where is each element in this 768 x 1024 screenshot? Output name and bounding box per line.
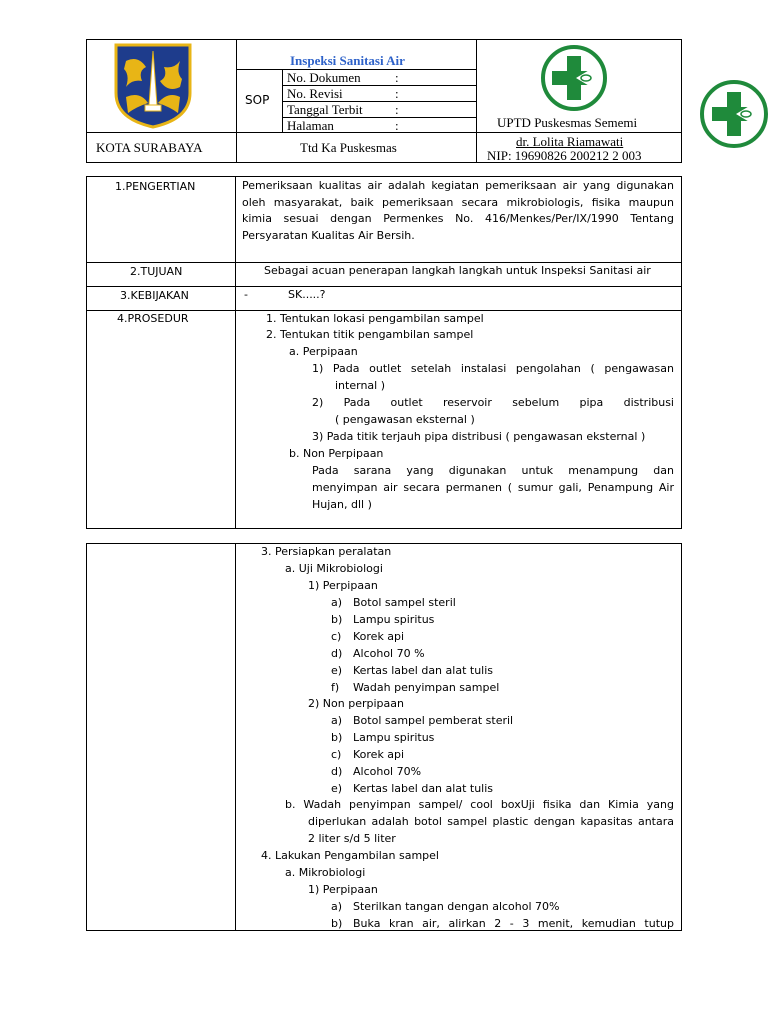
- document-title: Inspeksi Sanitasi Air: [290, 53, 405, 68]
- signature-label: Ttd Ka Puskesmas: [300, 140, 397, 155]
- list-item: 4. Lakukan Pengambilan sampel: [261, 849, 439, 862]
- section-label-kebijakan: 3.KEBIJAKAN: [120, 289, 189, 302]
- field-colon: :: [395, 118, 399, 133]
- list-marker: a): [331, 900, 343, 913]
- list-item: 2 liter s/d 5 liter: [308, 832, 396, 845]
- list-item: Lampu spiritus: [353, 731, 435, 744]
- list-item: 1. Tentukan lokasi pengambilan sampel: [266, 312, 484, 325]
- list-marker: c): [331, 748, 342, 761]
- list-item: Pada sarana yang digunakan untuk menampung dan: [312, 464, 674, 477]
- field-colon: :: [395, 70, 399, 85]
- doctor-nip: NIP: 19690826 200212 2 003: [487, 148, 642, 163]
- list-item: 1) Perpipaan: [308, 579, 378, 592]
- list-item: Botol sampel pemberat steril: [353, 714, 514, 727]
- puskesmas-logo-icon: [540, 44, 608, 112]
- list-item: b. Wadah penyimpan sampel/ cool boxUji fisika dan Kimia yang: [285, 798, 674, 811]
- field-label: Tanggal Terbit: [287, 102, 363, 117]
- list-item: 3. Persiapkan peralatan: [261, 545, 392, 558]
- list-item: Kertas label dan alat tulis: [353, 664, 494, 677]
- list-item: Botol sampel steril: [353, 596, 456, 609]
- list-item: diperlukan adalah botol sampel plastic dengan kapasitas antara: [308, 815, 674, 828]
- section-label-prosedur: 4.PROSEDUR: [117, 312, 189, 325]
- kebijakan-dash: -: [244, 288, 248, 301]
- list-marker: c): [331, 630, 342, 643]
- list-item: 2) Pada outlet reservoir sebelum pipa distribusi: [312, 396, 674, 409]
- list-item: a. Mikrobiologi: [285, 866, 366, 879]
- list-item: Alcohol 70 %: [353, 647, 425, 660]
- list-marker: e): [331, 664, 343, 677]
- list-marker: d): [331, 647, 343, 660]
- city-label: KOTA SURABAYA: [96, 140, 203, 155]
- surabaya-crest-icon: [112, 41, 194, 129]
- list-marker: b): [331, 613, 343, 626]
- list-marker: a): [331, 596, 343, 609]
- list-item: Buka kran air, alirkan 2 - 3 menit, kemudian tutup: [353, 917, 674, 930]
- list-item: Korek api: [353, 630, 405, 643]
- list-item: a. Uji Mikrobiologi: [285, 562, 383, 575]
- list-marker: f): [331, 681, 340, 694]
- list-item: Lampu spiritus: [353, 613, 435, 626]
- list-item: a. Perpipaan: [289, 345, 358, 358]
- list-marker: a): [331, 714, 343, 727]
- doctor-name: dr. Lolita Riamawati: [516, 134, 624, 149]
- list-item: 2. Tentukan titik pengambilan sampel: [266, 328, 474, 341]
- list-item: menyimpan air secara permanen ( sumur gali, Penampung Air: [312, 481, 674, 494]
- list-item: ( pengawasan eksternal ): [335, 413, 475, 426]
- unit-name: UPTD Puskesmas Sememi: [497, 115, 638, 130]
- list-item: 3) Pada titik terjauh pipa distribusi ( pengawasan eksternal ): [312, 430, 646, 443]
- list-marker: b): [331, 731, 343, 744]
- section-label-tujuan: 2.TUJUAN: [130, 265, 183, 278]
- field-label: No. Dokumen: [287, 70, 361, 85]
- sop-label: SOP: [245, 93, 270, 107]
- field-label: No. Revisi: [287, 86, 343, 101]
- list-item: Alcohol 70%: [353, 765, 422, 778]
- list-item: Hujan, dll ): [312, 498, 372, 511]
- kebijakan-text: SK.....?: [288, 288, 326, 301]
- list-item: Korek api: [353, 748, 405, 761]
- field-colon: :: [395, 102, 399, 117]
- list-item: Kertas label dan alat tulis: [353, 782, 494, 795]
- list-marker: d): [331, 765, 343, 778]
- section-label-pengertian: 1.PENGERTIAN: [115, 180, 196, 193]
- field-colon: :: [395, 86, 399, 101]
- list-item: internal ): [335, 379, 385, 392]
- list-item: 1) Pada outlet setelah instalasi pengolahan ( pengawasan: [312, 362, 674, 375]
- pengertian-text: Pemeriksaan kualitas air adalah kegiatan pemeriksaan air yang digunakan oleh masyarakat, baik pemeriksaan secara mikrobiologis, fisika maupun kimia sesuai dengan Permenkes No. 416/Menkes/Per/IX/1990 Tentang Persyaratan Kualitas Air Bersih.: [242, 179, 674, 242]
- list-marker: e): [331, 782, 343, 795]
- list-marker: b): [331, 917, 343, 930]
- list-item: 1) Perpipaan: [308, 883, 378, 896]
- list-item: Wadah penyimpan sampel: [353, 681, 500, 694]
- tujuan-text: Sebagai acuan penerapan langkah langkah untuk Inspeksi Sanitasi air: [264, 264, 651, 277]
- list-item: 2) Non perpipaan: [308, 697, 404, 710]
- list-item: Sterilkan tangan dengan alcohol 70%: [353, 900, 560, 913]
- field-label: Halaman: [287, 118, 334, 133]
- puskesmas-logo-icon: [698, 78, 768, 150]
- list-item: b. Non Perpipaan: [289, 447, 384, 460]
